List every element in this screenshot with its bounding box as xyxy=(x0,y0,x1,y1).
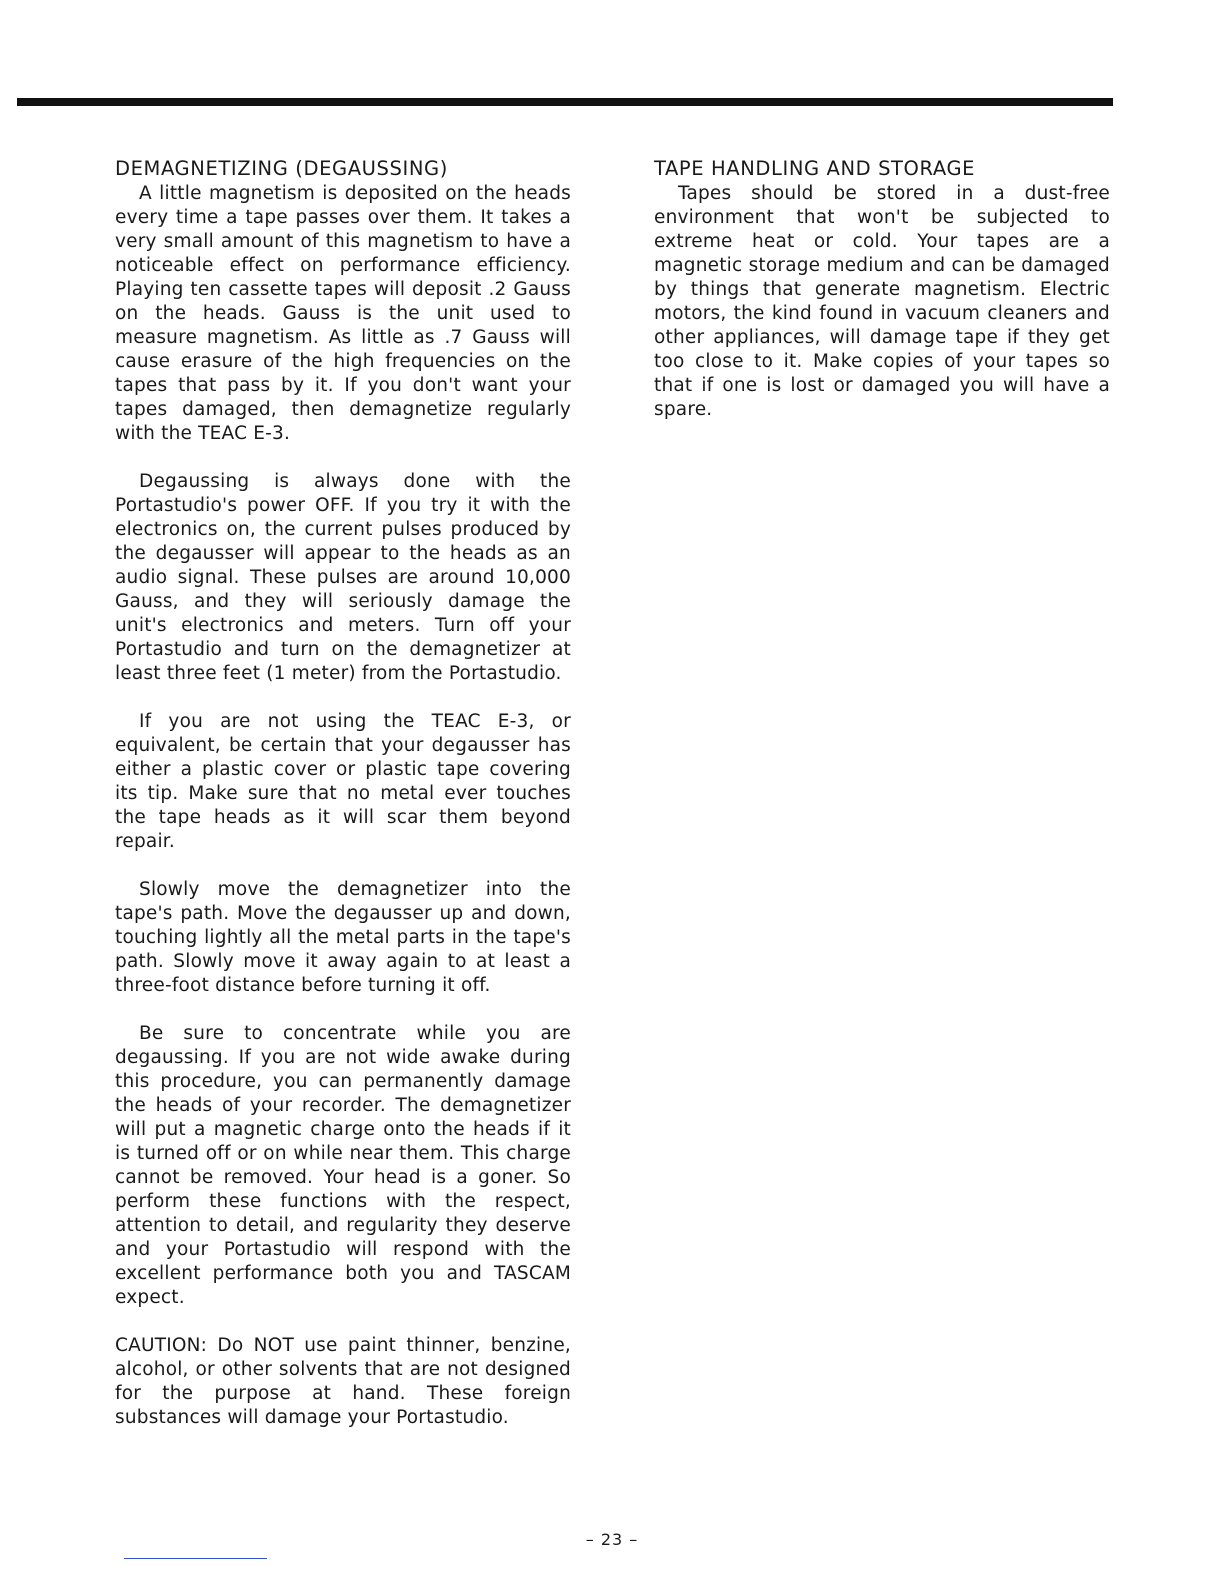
demagnetizing-paragraph-1: A little magnetism is deposited on the heads every time a tape passes over them. It takes a very small amount of this magnetism to have a noticeable effect on performance efficiency. Playing ten cassette tapes will deposit .2 Gauss on the heads. Gauss is the unit used to measure magnetism. As little as .7 Gauss will cause erasure of the high frequencies on the tapes that pass by it. If you don't want your tapes damaged, then demagnetize regularly with the TEAC E-3. xyxy=(115,183,571,444)
top-rule xyxy=(17,98,1113,106)
caution-paragraph: CAUTION: Do NOT use paint thinner, benzine, alcohol, or other solvents that are not designed for the purpose at hand. These foreign substances will damage your Portastudio. xyxy=(115,1335,571,1428)
right-column xyxy=(654,156,1110,446)
demagnetizing-paragraph-2: Degaussing is always done with the Portastudio's power OFF. If you try it with the electronics on, the current pulses produced by the degausser will appear to the heads as an audio signal. These pulses are around 10,000 Gauss, and they will seriously damage the unit's electronics and meters. Turn off your Portastudio and turn on the demagnetizer at least three feet (1 meter) from the Portastudio. xyxy=(115,471,571,684)
page-number: – 23 – xyxy=(585,1530,639,1549)
demagnetizing-paragraph-4: Slowly move the demagnetizer into the tape's path. Move the degausser up and down, touching lightly all the metal parts in the tape's path. Slowly move it away again to at least a three-foot distance before turning it off. xyxy=(115,879,571,996)
tape-handling-heading: TAPE HANDLING AND STORAGE xyxy=(654,157,976,180)
demagnetizing-paragraph-5: Be sure to concentrate while you are degaussing. If you are not wide awake during this procedure, you can permanently damage the heads of your recorder. The demagnetizer will put a magnetic charge onto the heads if it is turned off or on while near them. This charge cannot be removed. Your head is a goner. So perform these functions with the respect, attention to detail, and regularity they deserve and your Portastudio will respond with the excellent performance both you and TASCAM expect. xyxy=(115,1023,571,1308)
left-column xyxy=(115,156,571,1454)
demagnetizing-heading: DEMAGNETIZING (DEGAUSSING) xyxy=(115,157,448,180)
footer-line xyxy=(124,1558,267,1559)
tape-handling-paragraph-1: Tapes should be stored in a dust-free environment that won't be subjected to extreme heat or cold. Your tapes are a magnetic storage medium and can be damaged by things that generate magnetism. Electric motors, the kind found in vacuum cleaners and other appliances, will damage tape if they get too close to it. Make copies of your tapes so that if one is lost or damaged you will have a spare. xyxy=(654,183,1110,420)
demagnetizing-paragraph-3: If you are not using the TEAC E-3, or equivalent, be certain that your degausser has either a plastic cover or plastic tape covering its tip. Make sure that no metal ever touches the tape heads as it will scar them beyond repair. xyxy=(115,711,571,852)
